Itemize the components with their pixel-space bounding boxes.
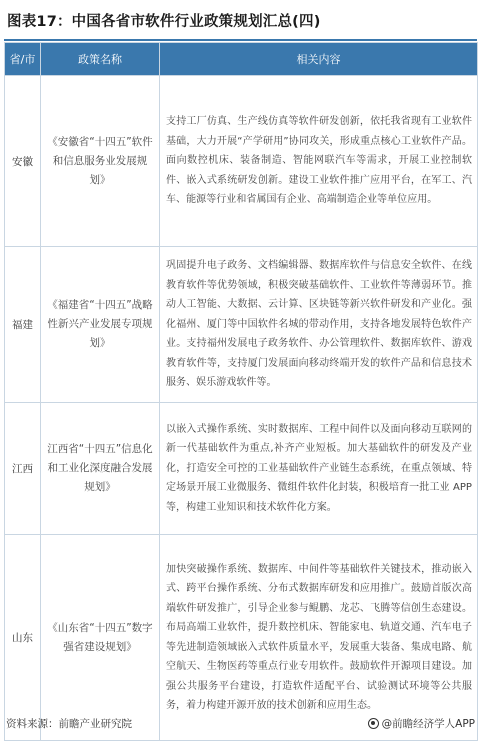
brand-logo-icon bbox=[368, 718, 379, 729]
title-divider bbox=[4, 39, 477, 41]
province-cell: 福建 bbox=[5, 247, 41, 403]
header-content: 相关内容 bbox=[160, 43, 478, 76]
content-cell: 加快突破操作系统、数据库、中间件等基础软件关键技术，推动嵌入式、跨平台操作系统、分布式数据库研发和应用推广。鼓励首版次高端软件研发推广，引导企业参与鲲鹏、龙芯、飞腾等信创生态建设。布局高端工业软件，提升数控机床、智能家电、轨道交通、汽车电子等先进制造领域嵌入式软件质量水平，发展重大装备、集成电路、航空航天、生物医药等重点行业专用软件。鼓励软件开源项目建设。加强公共服务平台建设，打造软件适配平台、试验测试环境等公共服务，着力构建开源开放的技术创新和应用生态。 bbox=[160, 535, 478, 741]
content-cell: 巩固提升电子政务、文档编辑器、数据库软件与信息安全软件、在线教育软件等优势领域，积极突破基础软件、工业软件等薄弱环节。推动人工智能、大数据、云计算、区块链等新兴软件研发和产业化。强化福州、厦门等中国软件名城的带动作用，支持各地发展特色软件产业。支持福州发展电子政务软件、办公管理软件、数据库软件、游戏教育软件等，支持厦门发展面向移动终端开发的软件产品和信息技术服务、娱乐游戏软件等。 bbox=[160, 247, 478, 403]
province-cell: 江西 bbox=[5, 403, 41, 535]
content-cell: 支持工厂仿真、生产线仿真等软件研发创新，依托我省现有工业软件基础，大力开展“产学研用”协同攻关，形成重点核心工业软件产品。面向数控机床、装备制造、智能网联汽车等需求，开展工业控制软件、嵌入式系统研发创新。建设工业软件推广应用平台，在军工、汽车、能源等行业和省属国有企业、高端制造企业等单位应用。 bbox=[160, 76, 478, 247]
province-cell: 安徽 bbox=[5, 76, 41, 247]
brand-credit bbox=[368, 716, 475, 731]
source-note: 资料来源：前瞻产业研究院 bbox=[6, 718, 132, 730]
table-row bbox=[5, 403, 478, 535]
brand-text: @前瞻经济学人APP bbox=[381, 718, 475, 730]
table-row bbox=[5, 535, 478, 741]
province-cell: 山东 bbox=[5, 535, 41, 741]
header-policy-name: 政策名称 bbox=[41, 43, 160, 76]
policy-name-cell: 《安徽省“十四五”软件和信息服务业发展规划》 bbox=[41, 76, 160, 247]
header-province: 省/市 bbox=[5, 43, 41, 76]
policy-name-cell: 江西省“十四五”信息化和工业化深度融合发展规划》 bbox=[41, 403, 160, 535]
table-row bbox=[5, 247, 478, 403]
policy-name-cell: 《福建省“十四五”战略性新兴产业发展专项规划》 bbox=[41, 247, 160, 403]
table-row bbox=[5, 76, 478, 247]
content-cell: 以嵌入式操作系统、实时数据库、工程中间件以及面向移动互联网的新一代基础软件为重点,补齐产业短板。加大基础软件的研发及产业化，打造安全可控的工业基础软件产业链生态系统，在重点领域、特定场景开展工业微服务、微组件软件化封装，积极培育一批工业 APP 等，构建工业知识和技术软件化方案。 bbox=[160, 403, 478, 535]
table-header-row bbox=[5, 43, 478, 76]
chart-title: 图表17：中国各省市软件行业政策规划汇总(四) bbox=[7, 14, 321, 30]
policy-name-cell: 《山东省“十四五”数字强省建设规划》 bbox=[41, 535, 160, 741]
policy-table bbox=[4, 42, 478, 741]
